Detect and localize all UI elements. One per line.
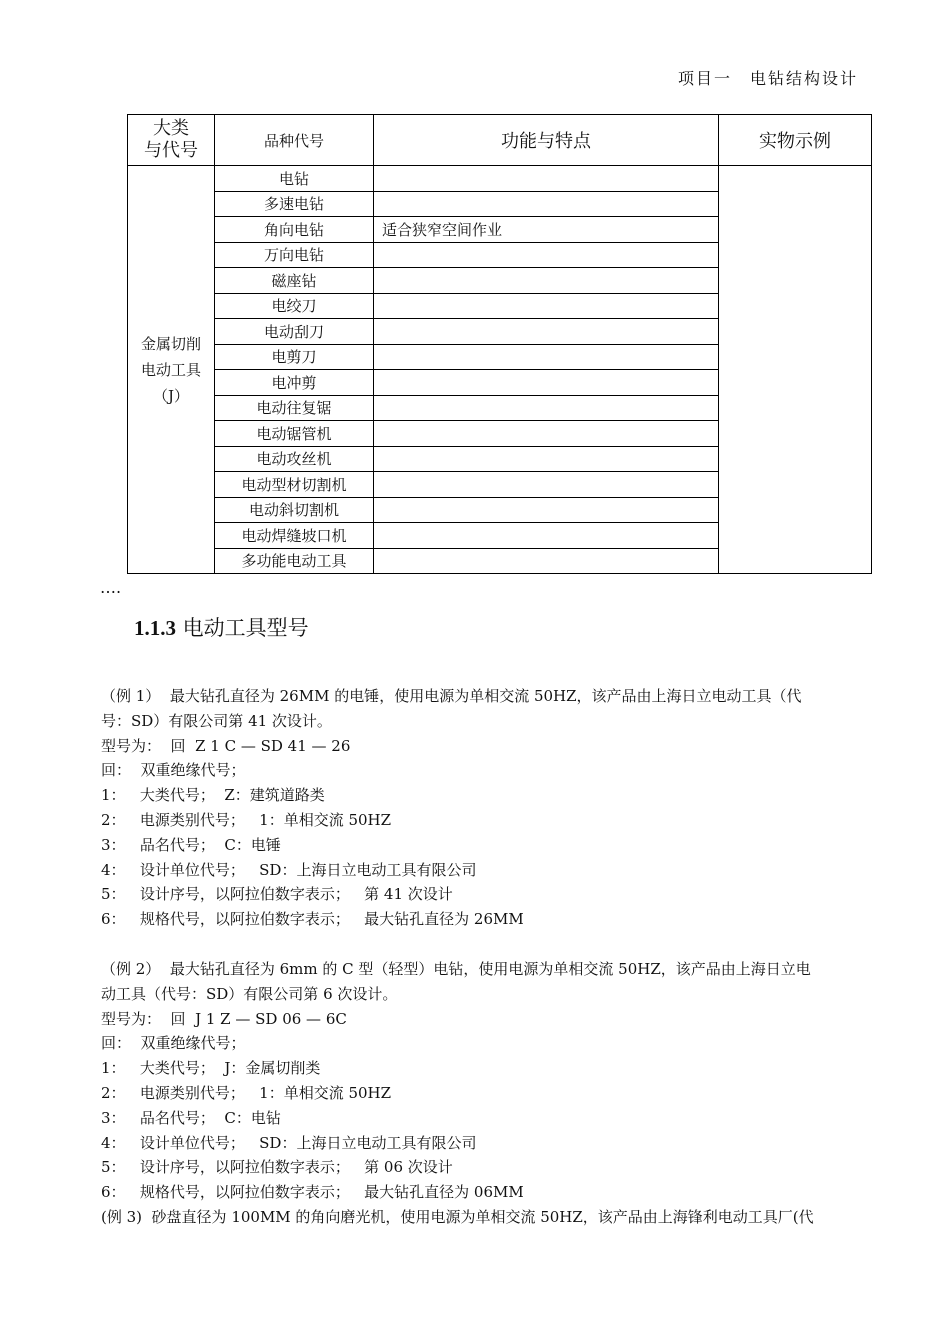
text-line: 4： 设计单位代号； SD：上海日立电动工具有限公司 [101,860,477,879]
variety-name: 电动焊缝坡口机 [215,523,374,549]
section-heading [134,612,309,642]
category-cell [128,166,215,574]
text-line: (例 3) 砂盘直径为 100MM 的角向磨光机，使用电源为单相交流 50HZ，该产品由上海锋利电动工具厂(代 [101,1207,814,1226]
feature-cell [374,421,719,447]
variety-name: 电冲剪 [215,370,374,396]
table-row [128,166,872,192]
feature-cell [374,344,719,370]
text-line: 回： 双重绝缘代号； [101,761,246,780]
text-line: 4： 设计单位代号； SD：上海日立电动工具有限公司 [101,1133,477,1152]
feature-cell: 适合狭窄空间作业 [374,217,719,243]
feature-cell [374,293,719,319]
category-line: 金属切削 [140,334,201,353]
category-line: （J） [152,386,189,405]
feature-cell [374,523,719,549]
variety-name: 万向电钻 [215,242,374,268]
body-text [101,684,871,1230]
section-title: 电动工具型号 [176,616,309,640]
header-function: 功能与特点 [374,115,719,166]
example-2 [101,957,871,1230]
text-line: 5： 设计序号，以阿拉伯数字表示； 第 06 次设计 [101,1158,453,1177]
text-line: 6： 规格代号，以阿拉伯数字表示； 最大钻孔直径为 26MM [101,910,524,929]
variety-name: 多速电钻 [215,191,374,217]
text-line: 6： 规格代号，以阿拉伯数字表示； 最大钻孔直径为 06MM [101,1183,524,1202]
text-line: 1： 大类代号； Z：建筑道路类 [101,786,325,805]
feature-cell [374,472,719,498]
category-line: 电动工具 [140,360,201,379]
tool-category-table [127,114,872,574]
variety-name: 电动斜切割机 [215,497,374,523]
feature-cell [374,191,719,217]
variety-name: 电动型材切割机 [215,472,374,498]
variety-name: 电动刮刀 [215,319,374,345]
variety-name: 电剪刀 [215,344,374,370]
feature-cell [374,166,719,192]
text-line: 3： 品名代号； C：电钻 [101,1108,281,1127]
text-line: 型号为： 回 J 1 Z — SD 06 — 6C [101,1009,347,1028]
text-line: 号：SD）有限公司第 41 次设计。 [101,711,332,730]
variety-name: 磁座钻 [215,268,374,294]
feature-cell [374,242,719,268]
text-line: 3： 品名代号； C：电锤 [101,835,281,854]
header-category [128,115,215,166]
feature-cell [374,319,719,345]
text-line: （例 1） 最大钻孔直径为 26MM 的电锤，使用电源为单相交流 50HZ，该产品由上海日立电动工具（代 [101,687,802,705]
variety-name: 电动攻丝机 [215,446,374,472]
text-line: 型号为： 回 Z 1 C — SD 41 — 26 [101,736,351,755]
variety-name: 电动锯管机 [215,421,374,447]
ellipsis: …. [100,578,122,597]
example-cell [719,166,872,574]
header-category-line2: 与代号 [144,140,198,161]
feature-cell [374,268,719,294]
feature-cell [374,497,719,523]
running-header: 项目一 电钻结构设计 [677,69,858,88]
variety-name: 电绞刀 [215,293,374,319]
feature-cell [374,446,719,472]
feature-cell [374,395,719,421]
text-line: 回： 双重绝缘代号； [101,1034,246,1053]
text-line: 2： 电源类别代号； 1：单相交流 50HZ [101,1083,392,1102]
text-line: 1： 大类代号； J：金属切削类 [101,1059,321,1078]
text-line: （例 2） 最大钻孔直径为 6mm 的 C 型（轻型）电钻，使用电源为单相交流 50HZ，该产品由上海日立电 [101,959,811,978]
example-1 [101,684,871,932]
text-line: 动工具（代号：SD）有限公司第 6 次设计。 [101,984,398,1003]
feature-cell [374,370,719,396]
header-example: 实物示例 [719,115,872,166]
variety-name: 电钻 [215,166,374,192]
variety-name: 电动往复锯 [215,395,374,421]
header-variety-code: 品种代号 [215,115,374,166]
feature-cell [374,548,719,574]
variety-name: 角向电钻 [215,217,374,243]
header-category-line1: 大类 [153,118,189,139]
text-line: 2： 电源类别代号； 1：单相交流 50HZ [101,810,392,829]
text-line: 5： 设计序号，以阿拉伯数字表示； 第 41 次设计 [101,885,453,904]
variety-name: 多功能电动工具 [215,548,374,574]
section-number: 1.1.3 [134,616,176,640]
